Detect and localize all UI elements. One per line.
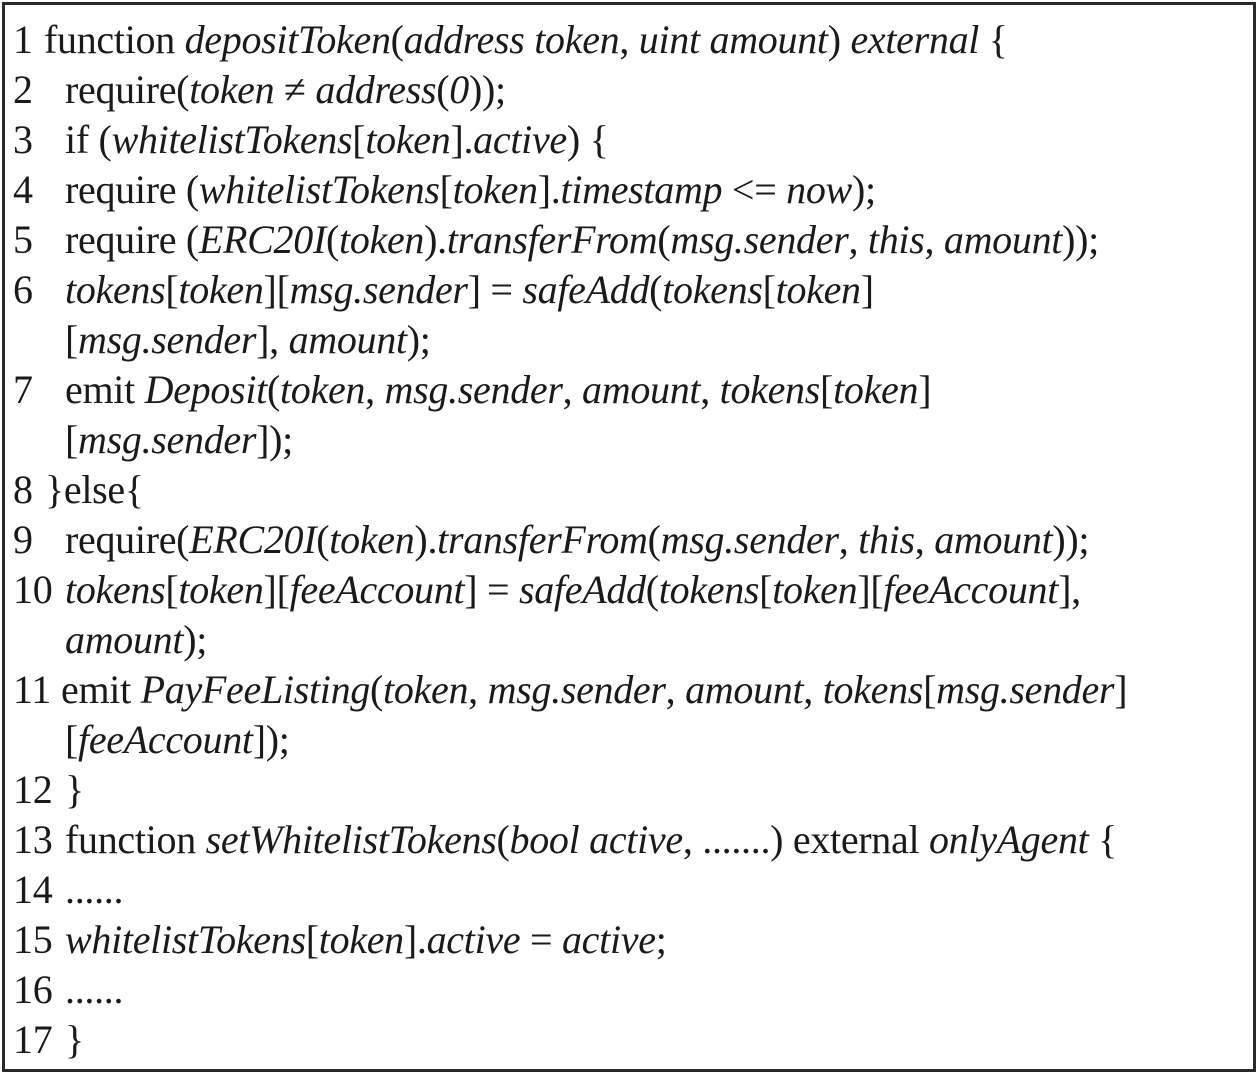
code-identifier: msg.sender xyxy=(384,367,563,412)
code-text xyxy=(65,765,84,815)
code-token: [ xyxy=(352,117,366,162)
code-identifier: whitelistTokens xyxy=(111,117,353,162)
code-token: ). xyxy=(414,517,438,562)
code-token: ]); xyxy=(252,717,290,762)
code-token: [ xyxy=(439,167,453,212)
code-token: } xyxy=(65,1017,84,1062)
code-token: ; xyxy=(655,917,667,962)
line-number: 17 xyxy=(13,1017,53,1062)
code-identifier: msg.sender xyxy=(78,417,257,462)
code-token: ] xyxy=(860,267,874,312)
code-token: ( xyxy=(647,517,661,562)
code-token: ]. xyxy=(450,117,474,162)
code-identifier: external xyxy=(850,17,980,62)
code-token: function xyxy=(65,817,206,862)
code-token: [ xyxy=(65,417,79,462)
code-identifier: tokens xyxy=(822,667,924,712)
code-token: ( xyxy=(436,67,450,112)
code-identifier: safeAdd xyxy=(518,567,646,612)
code-token: , xyxy=(924,217,944,262)
code-text xyxy=(65,365,931,415)
code-identifier: msg.sender xyxy=(78,317,257,362)
code-token: )); xyxy=(468,67,506,112)
code-token: require( xyxy=(65,67,190,112)
code-identifier: feeAccount xyxy=(289,567,465,612)
code-line-continuation xyxy=(5,615,1253,665)
code-identifier: msg.sender xyxy=(660,517,839,562)
code-text xyxy=(65,315,431,365)
code-token: [ xyxy=(759,567,773,612)
code-token: ][ xyxy=(857,567,884,612)
code-line-11 xyxy=(5,665,1253,715)
code-token: = xyxy=(520,917,562,962)
code-line-6 xyxy=(5,265,1253,315)
code-token: ] xyxy=(1114,667,1128,712)
code-identifier: amount xyxy=(943,217,1063,262)
code-token: <= xyxy=(722,167,787,212)
code-text xyxy=(65,565,1081,615)
code-identifier: feeAccount xyxy=(78,717,253,762)
code-identifier: uint amount xyxy=(638,17,828,62)
code-text xyxy=(61,665,1127,715)
code-token: , xyxy=(803,667,823,712)
code-token: [ xyxy=(762,267,776,312)
code-token: ] = xyxy=(467,267,523,312)
code-token: ], xyxy=(256,317,289,362)
code-identifier: token xyxy=(339,217,425,262)
code-token: ] = xyxy=(464,567,519,612)
line-number: 5 xyxy=(13,217,33,262)
code-text xyxy=(65,115,609,165)
code-token: , xyxy=(700,367,720,412)
code-text xyxy=(65,915,667,965)
code-identifier: bool active xyxy=(509,817,683,862)
code-line-14 xyxy=(5,865,1253,915)
code-line-17 xyxy=(5,1015,1253,1065)
code-line-1 xyxy=(5,15,1253,65)
code-identifier: transferFrom xyxy=(437,517,648,562)
code-identifier: now xyxy=(786,167,852,212)
code-text xyxy=(65,415,293,465)
code-text xyxy=(65,265,874,315)
code-identifier: token xyxy=(178,267,264,312)
code-identifier: PayFeeListing xyxy=(140,667,370,712)
code-identifier: tokens xyxy=(662,267,763,312)
code-identifier: token xyxy=(189,67,275,112)
code-identifier: tokens xyxy=(658,567,760,612)
code-token: ( xyxy=(657,217,671,262)
code-text xyxy=(65,515,1089,565)
code-text xyxy=(65,1015,84,1065)
code-token: ( xyxy=(390,17,404,62)
code-line-3 xyxy=(5,115,1253,165)
code-text xyxy=(65,215,1099,265)
code-identifier: msg.sender xyxy=(670,217,849,262)
code-text xyxy=(65,815,1117,865)
code-identifier: 0 xyxy=(449,67,469,112)
code-identifier: Deposit xyxy=(144,367,267,412)
code-identifier: active xyxy=(473,117,567,162)
code-token: , .......) external xyxy=(682,817,929,862)
code-identifier: tokens xyxy=(719,367,821,412)
line-number: 7 xyxy=(13,367,33,412)
line-number: 14 xyxy=(13,867,53,912)
line-number: 15 xyxy=(13,917,53,962)
code-token: }else{ xyxy=(45,467,144,512)
code-token: if ( xyxy=(65,117,112,162)
code-text xyxy=(65,715,290,765)
line-number: 8 xyxy=(13,467,33,512)
code-identifier: whitelistTokens xyxy=(65,917,306,962)
code-token: )); xyxy=(1052,517,1090,562)
code-token: [ xyxy=(165,567,179,612)
code-line-8 xyxy=(5,465,1253,515)
code-identifier: feeAccount xyxy=(883,567,1059,612)
code-token: ); xyxy=(406,317,431,362)
code-identifier: amount xyxy=(934,517,1053,562)
code-identifier: tokens xyxy=(65,267,166,312)
line-number: 16 xyxy=(13,967,53,1012)
code-line-continuation xyxy=(5,715,1253,765)
line-number: 12 xyxy=(13,767,53,812)
line-number: 4 xyxy=(13,167,33,212)
code-line-12 xyxy=(5,765,1253,815)
code-line-continuation xyxy=(5,415,1253,465)
code-token: [ xyxy=(165,267,179,312)
code-identifier: token xyxy=(365,117,451,162)
code-token: ); xyxy=(851,167,876,212)
code-line-16 xyxy=(5,965,1253,1015)
code-token: )); xyxy=(1062,217,1099,262)
code-token: , xyxy=(619,17,639,62)
code-token: [ xyxy=(65,317,79,362)
code-token: ]); xyxy=(256,417,293,462)
code-token: [ xyxy=(923,667,937,712)
code-token: ( xyxy=(645,567,659,612)
code-token: , xyxy=(665,667,686,712)
line-number: 13 xyxy=(13,817,53,862)
line-number: 1 xyxy=(13,17,33,62)
code-token: require ( xyxy=(65,167,199,212)
code-identifier: address token xyxy=(403,17,620,62)
code-identifier: token xyxy=(452,167,538,212)
code-identifier: active xyxy=(426,917,521,962)
code-identifier: this xyxy=(867,217,925,262)
code-text xyxy=(65,615,207,665)
code-identifier: token xyxy=(318,917,404,962)
line-number: 3 xyxy=(13,117,33,162)
code-token: { xyxy=(979,17,1008,62)
code-line-9 xyxy=(5,515,1253,565)
code-token: ( xyxy=(496,817,510,862)
code-listing xyxy=(5,5,1253,1069)
code-token: ( xyxy=(370,667,384,712)
code-identifier: token xyxy=(772,567,858,612)
code-identifier: depositToken xyxy=(184,17,391,62)
code-token: ( xyxy=(649,267,663,312)
code-token: ); xyxy=(183,617,208,662)
code-identifier: token xyxy=(775,267,861,312)
code-identifier: ERC20I xyxy=(189,517,317,562)
code-token: , xyxy=(562,367,583,412)
line-number: 11 xyxy=(13,667,51,712)
code-identifier: token xyxy=(383,667,469,712)
code-identifier: safeAdd xyxy=(522,267,650,312)
code-text xyxy=(65,65,506,115)
code-line-5 xyxy=(5,215,1253,265)
code-token: ) xyxy=(827,17,851,62)
code-text xyxy=(65,865,123,915)
code-token: , xyxy=(365,367,385,412)
code-text xyxy=(65,965,123,1015)
code-line-2 xyxy=(5,65,1253,115)
code-token: , xyxy=(848,217,868,262)
code-token: ]. xyxy=(537,167,561,212)
code-identifier: onlyAgent xyxy=(928,817,1089,862)
code-token: ][ xyxy=(263,267,290,312)
code-identifier: token xyxy=(279,367,366,412)
code-token: require( xyxy=(65,517,190,562)
code-text xyxy=(45,465,144,515)
code-identifier: amount xyxy=(685,667,804,712)
code-token: [ xyxy=(305,917,319,962)
code-line-13 xyxy=(5,815,1253,865)
code-identifier: amount xyxy=(582,367,701,412)
line-number: 9 xyxy=(13,517,33,562)
code-token: ], xyxy=(1058,567,1081,612)
code-identifier: this xyxy=(858,517,915,562)
code-token: ) { xyxy=(566,117,609,162)
code-identifier: active xyxy=(561,917,656,962)
code-identifier: setWhitelistTokens xyxy=(205,817,497,862)
code-token: , xyxy=(838,517,859,562)
code-token: ( xyxy=(316,517,330,562)
code-identifier: ERC20I xyxy=(198,217,326,262)
code-line-4 xyxy=(5,165,1253,215)
line-number: 10 xyxy=(13,567,53,612)
code-line-10 xyxy=(5,565,1253,615)
code-identifier: token xyxy=(833,367,919,412)
code-token: emit xyxy=(65,367,145,412)
code-identifier: token xyxy=(329,517,415,562)
code-line-7 xyxy=(5,365,1253,415)
code-identifier: tokens xyxy=(65,567,166,612)
code-token: [ xyxy=(65,717,79,762)
code-token: ][ xyxy=(263,567,290,612)
code-identifier: whitelistTokens xyxy=(198,167,440,212)
code-token: function xyxy=(44,17,185,62)
code-token: ...... xyxy=(65,967,124,1012)
code-identifier: address xyxy=(315,67,437,112)
code-token: ( xyxy=(325,217,339,262)
code-token: [ xyxy=(820,367,834,412)
code-token: ] xyxy=(918,367,932,412)
code-identifier: amount xyxy=(288,317,407,362)
code-token: , xyxy=(468,667,488,712)
code-identifier: transferFrom xyxy=(446,217,658,262)
code-text xyxy=(44,15,1008,65)
code-token: ≠ xyxy=(274,67,316,112)
code-identifier: msg.sender xyxy=(289,267,468,312)
line-number: 6 xyxy=(13,267,33,312)
line-number: 2 xyxy=(13,67,33,112)
code-token: ]. xyxy=(403,917,427,962)
code-token: ). xyxy=(424,217,447,262)
code-identifier: timestamp xyxy=(560,167,723,212)
code-identifier: msg.sender xyxy=(487,667,666,712)
code-text xyxy=(65,165,876,215)
code-token: ...... xyxy=(65,867,124,912)
code-token: } xyxy=(65,767,84,812)
code-line-15 xyxy=(5,915,1253,965)
code-token: emit xyxy=(61,667,141,712)
code-identifier: msg.sender xyxy=(936,667,1115,712)
code-token: , xyxy=(914,517,935,562)
code-identifier: amount xyxy=(65,617,184,662)
code-token: require ( xyxy=(65,217,199,262)
code-token: ( xyxy=(266,367,280,412)
code-line-continuation xyxy=(5,315,1253,365)
code-listing-frame xyxy=(2,2,1256,1072)
code-token: { xyxy=(1088,817,1118,862)
code-identifier: token xyxy=(178,567,264,612)
